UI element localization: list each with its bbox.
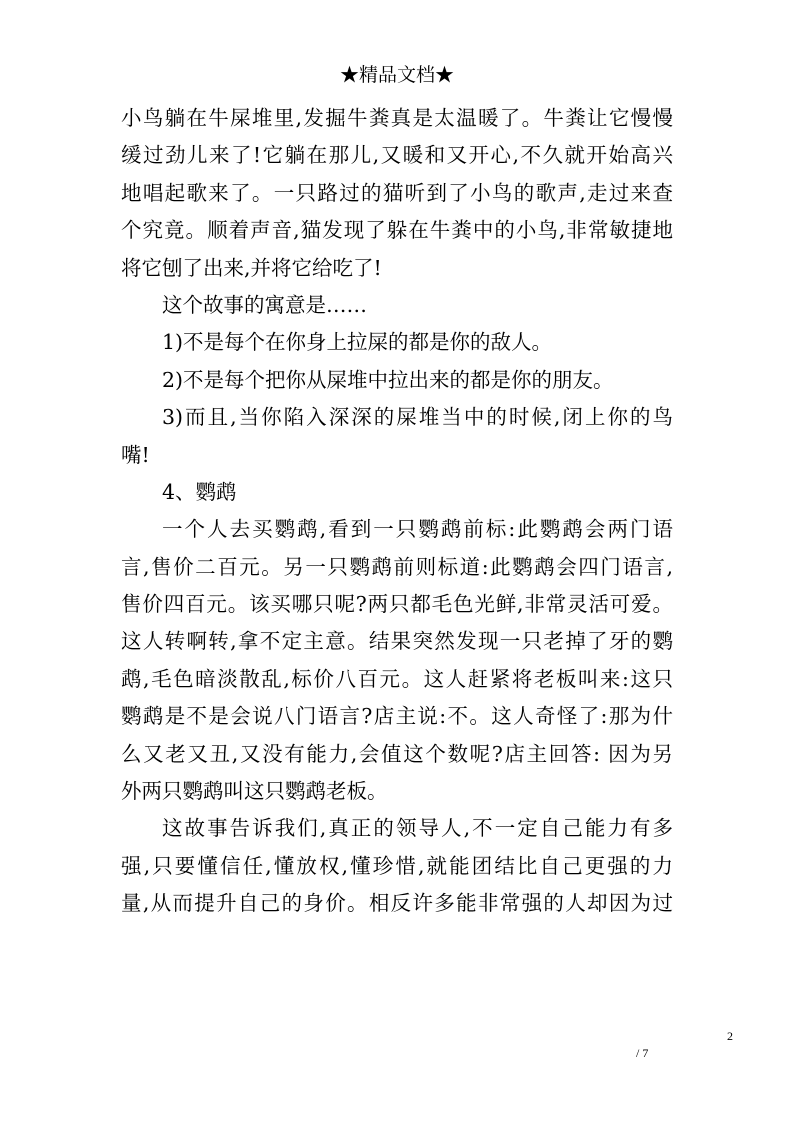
paragraph-line: 这人转啊转,拿不定主意。结果突然发现一只老掉了牙的鹦 — [121, 629, 673, 654]
paragraph-line: 缓过劲儿来了!它躺在那儿,又暖和又开心,不久就开始高兴 — [121, 143, 673, 168]
document-header-title: ★精品文档★ — [339, 64, 454, 86]
paragraph-line: 嘴! — [121, 442, 150, 467]
paragraph-line: 售价四百元。该买哪只呢?两只都毛色光鲜,非常灵活可爱。 — [121, 592, 673, 617]
paragraph-line: 鹦鹉是不是会说八门语言?店主说:不。这人奇怪了:那为什 — [121, 704, 673, 729]
list-item: 1)不是每个在你身上拉屎的都是你的敌人。 — [162, 330, 553, 355]
paragraph-line: 将它刨了出来,并将它给吃了! — [121, 255, 382, 280]
page-number: 2 — [727, 1029, 733, 1043]
paragraph-line: 量,从而提升自己的身价。相反许多能非常强的人却因为过 — [121, 891, 673, 916]
section-heading: 4、鹦鹉 — [162, 479, 237, 504]
paragraph-line: 么又老又丑,又没有能力,会值这个数呢?店主回答: 因为另 — [121, 741, 673, 766]
paragraph-line: 鹉,毛色暗淡散乱,标价八百元。这人赶紧将老板叫来:这只 — [121, 666, 673, 691]
paragraph-line: 外两只鹦鹉叫这只鹦鹉老板。 — [121, 779, 388, 804]
paragraph-line: 个究竟。顺着声音,猫发现了躲在牛粪中的小鸟,非常敏捷地 — [121, 218, 673, 243]
paragraph-line: 强,只要懂信任,懂放权,懂珍惜,就能团结比自己更强的力 — [121, 853, 673, 878]
paragraph-line: 地唱起歌来了。一只路过的猫听到了小鸟的歌声,走过来查 — [121, 180, 673, 205]
paragraph-line: 一个人去买鹦鹉,看到一只鹦鹉前标:此鹦鹉会两门语 — [162, 517, 673, 542]
page-total: / 7 — [636, 1046, 649, 1060]
paragraph-line: 小鸟躺在牛屎堆里,发掘牛粪真是太温暖了。牛粪让它慢慢 — [121, 106, 673, 130]
list-item: 3)而且,当你陷入深深的屎堆当中的时候,闭上你的鸟 — [162, 405, 673, 430]
paragraph-line: 这个故事的寓意是…… — [162, 292, 367, 317]
paragraph-line: 言,售价二百元。另一只鹦鹉前则标道:此鹦鹉会四门语言, — [121, 554, 673, 579]
list-item: 2)不是每个把你从屎堆中拉出来的都是你的朋友。 — [162, 367, 614, 392]
paragraph-line: 这故事告诉我们,真正的领导人,不一定自己能力有多 — [162, 816, 673, 841]
document-body — [121, 100, 673, 923]
